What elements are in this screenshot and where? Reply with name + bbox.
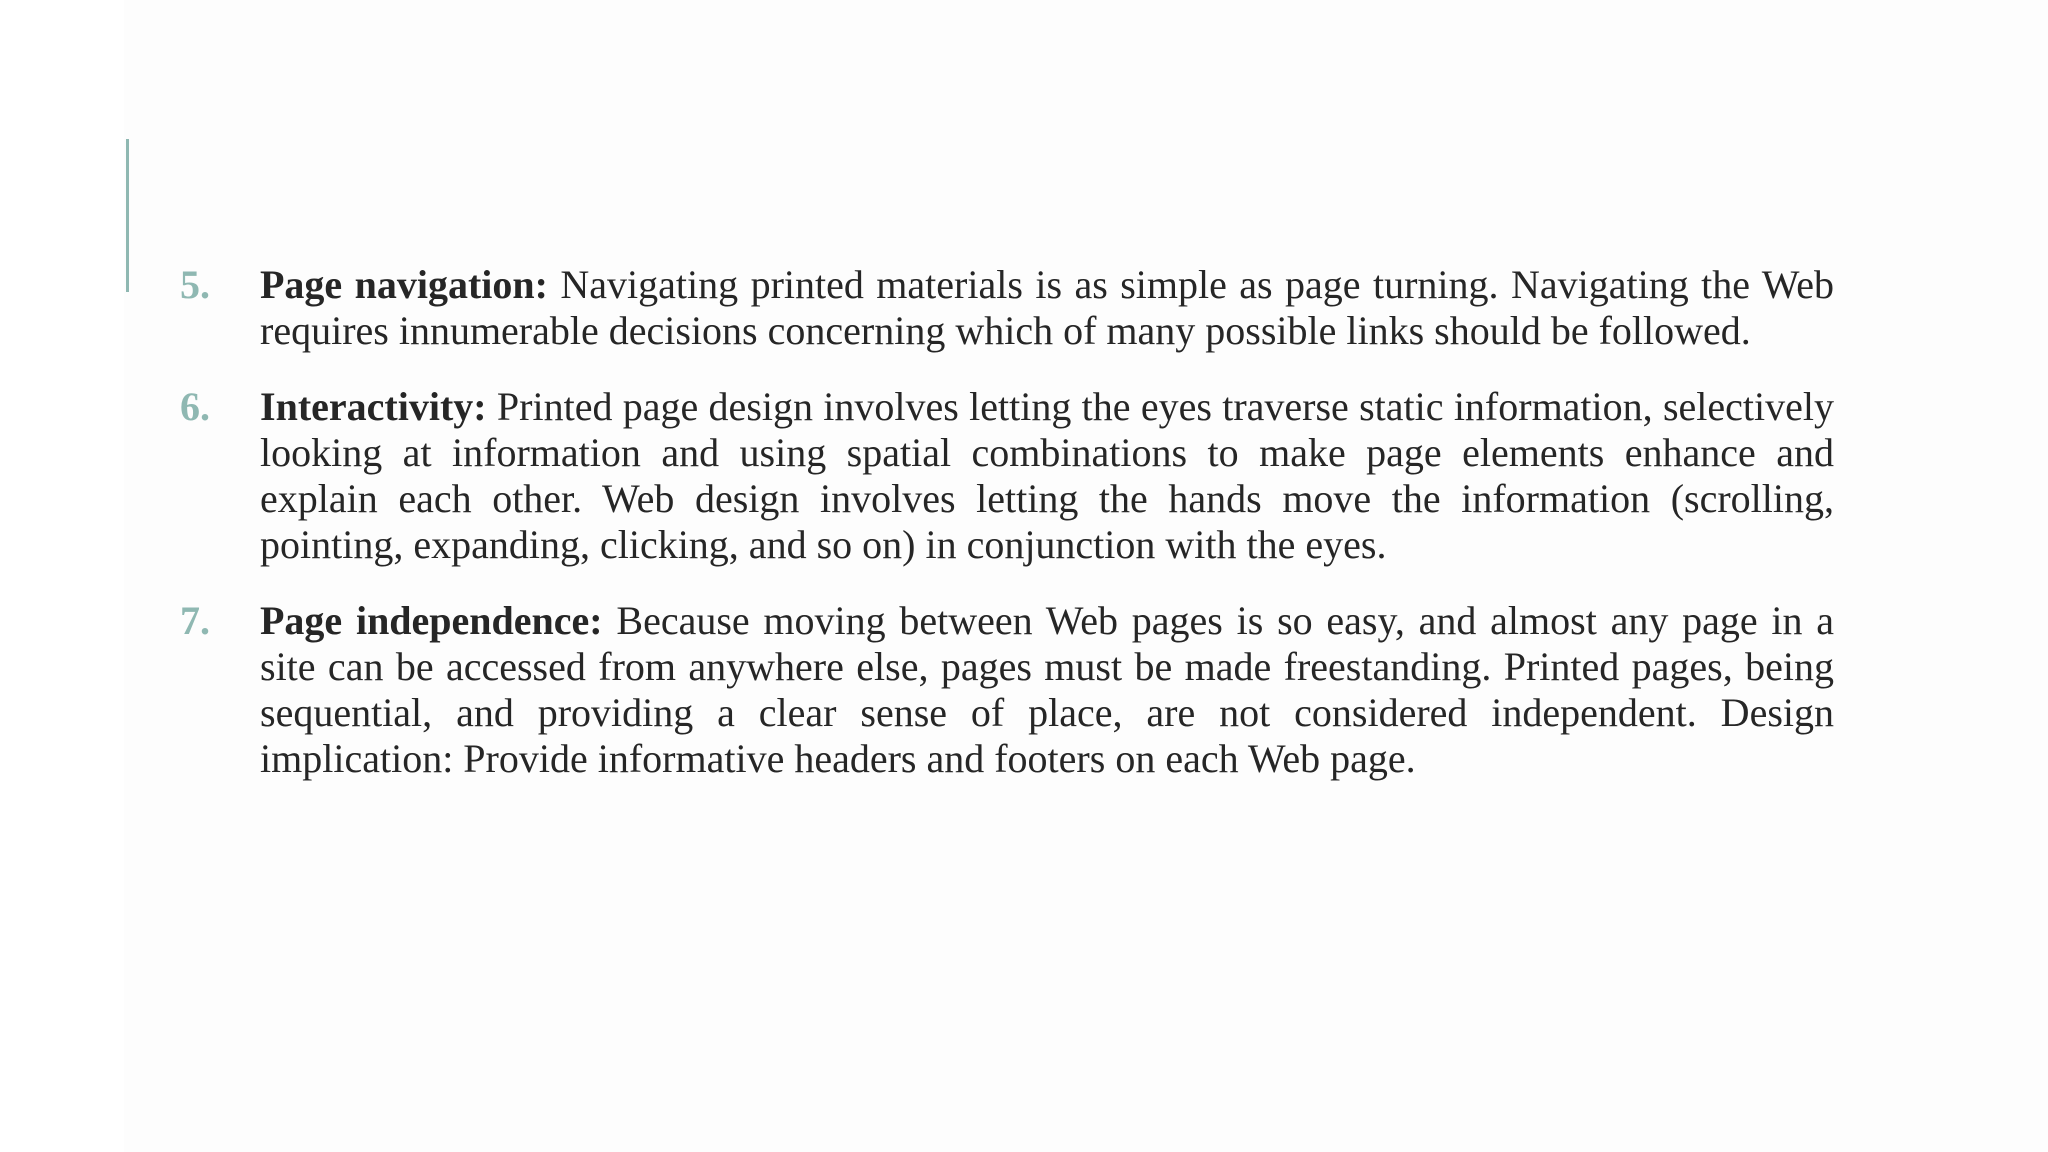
accent-bar: [126, 139, 129, 292]
list-item-heading: Page navigation:: [260, 262, 548, 307]
list-item-text: Printed page design involves letting the eyes traverse static information, selectively looking at information and using spatial combinations to make page elements enhance and explain each other. Web design involves letting the hands move the information (scrolling, pointing, expanding, clicking, and so on) in conjunction with the eyes.: [260, 384, 1834, 567]
list-item-body: [260, 598, 1834, 782]
list-item-heading: Page independence:: [260, 598, 603, 643]
list-number: 6.: [180, 384, 210, 429]
list-item-text: Because moving between Web pages is so easy, and almost any page in a site can be accessed from anywhere else, pages must be made freestanding. Printed pages, being sequential, and providing a clear sense of place, are not considered independent. Design implication: Provide informative headers and footers on each Web page.: [260, 598, 1835, 781]
list-number: 5.: [180, 262, 210, 307]
list-item-page-independence: [180, 598, 1834, 782]
list-item-text: Navigating printed materials is as simple as page turning. Navigating the Web requires innumerable decisions concerning which of many possible links should be followed.: [260, 262, 1835, 353]
list-item-page-navigation: [180, 262, 1834, 354]
list-item-heading: Interactivity:: [260, 384, 487, 429]
numbered-list: [180, 262, 1834, 812]
list-item-interactivity: [180, 384, 1834, 568]
list-number: 7.: [180, 598, 210, 643]
list-item-body: [260, 262, 1834, 354]
list-item-body: [260, 384, 1834, 568]
